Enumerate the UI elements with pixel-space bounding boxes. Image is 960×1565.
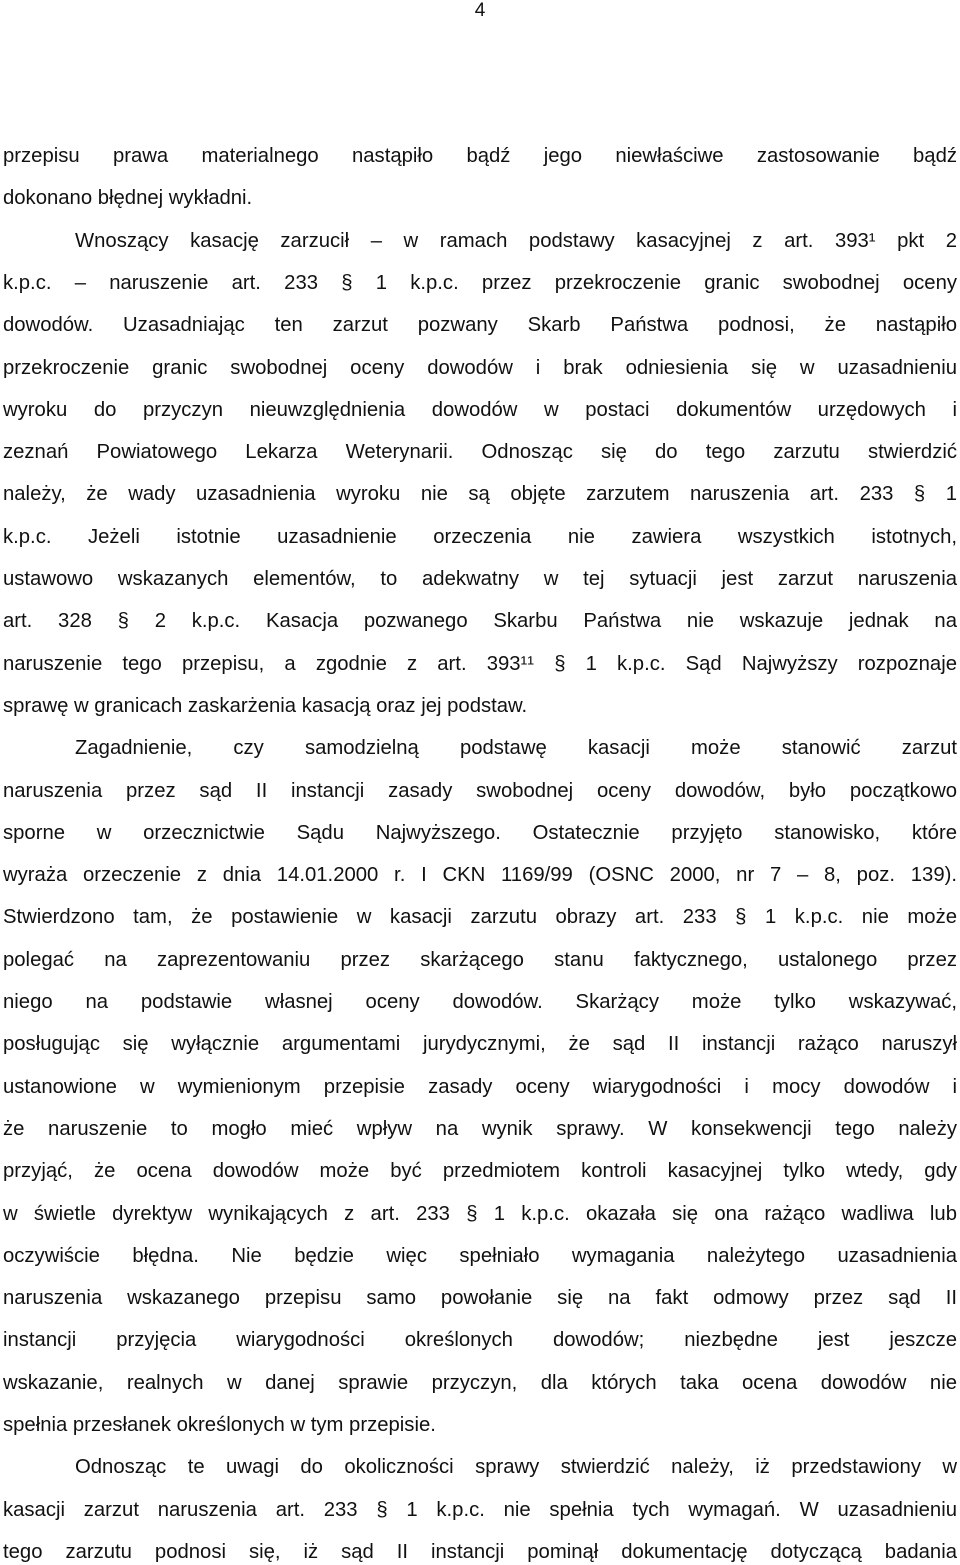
text-line: wyroku do przyczyn nieuwzględnienia dowodów w postaci dokumentów urzędowych i: [3, 399, 957, 421]
text-line: kasacji zarzut naruszenia art. 233 § 1 k.p.c. nie spełnia tych wymagań. W uzasadnieniu: [3, 1499, 957, 1521]
text-line: wskazanie, realnych w danej sprawie przyczyn, dla których taka ocena dowodów nie: [3, 1372, 957, 1394]
text-line: oczywiście błędna. Nie będzie więc spełniało wymagania należytego uzasadnienia: [3, 1245, 957, 1267]
text-line: w świetle dyrektyw wynikających z art. 233 § 1 k.p.c. okazała się ona rażąco wadliwa lub: [3, 1203, 957, 1225]
text-line: przekroczenie granic swobodnej oceny dowodów i brak odniesienia się w uzasadnieniu: [3, 357, 957, 379]
text-line: spełnia przesłanek określonych w tym przepisie.: [3, 1414, 436, 1436]
text-line: k.p.c. Jeżeli istotnie uzasadnienie orzeczenia nie zawiera wszystkich istotnych,: [3, 526, 957, 548]
text-line: zeznań Powiatowego Lekarza Weterynarii. Odnosząc się do tego zarzutu stwierdzić: [3, 441, 957, 463]
text-line: należy, że wady uzasadnienia wyroku nie są objęte zarzutem naruszenia art. 233 § 1: [3, 483, 957, 505]
text-line: Wnoszący kasację zarzucił – w ramach podstawy kasacyjnej z art. 393¹ pkt 2: [75, 230, 957, 252]
text-line: k.p.c. – naruszenie art. 233 § 1 k.p.c. przez przekroczenie granic swobodnej oceny: [3, 272, 957, 294]
text-line: ustanowione w wymienionym przepisie zasady oceny wiarygodności i mocy dowodów i: [3, 1076, 957, 1098]
text-line: naruszenia wskazanego przepisu samo powołanie się na fakt odmowy przez sąd II: [3, 1287, 957, 1309]
text-line: Odnosząc te uwagi do okoliczności sprawy stwierdzić należy, iż przedstawiony w: [75, 1456, 957, 1478]
text-line: dokonano błędnej wykładni.: [3, 187, 253, 209]
text-line: posługując się wyłącznie argumentami jurydycznymi, że sąd II instancji rażąco naruszył: [3, 1033, 957, 1055]
text-line: instancji przyjęcia wiarygodności określonych dowodów; niezbędne jest jeszcze: [3, 1329, 957, 1351]
text-line: polegać na zaprezentowaniu przez skarżącego stanu faktycznego, ustalonego przez: [3, 949, 957, 971]
text-line: że naruszenie to mogło mieć wpływ na wynik sprawy. W konsekwencji tego należy: [3, 1118, 957, 1140]
text-line: sporne w orzecznictwie Sądu Najwyższego. Ostatecznie przyjęto stanowisko, które: [3, 822, 957, 844]
text-line: naruszenie tego przepisu, a zgodnie z art. 393¹¹ § 1 k.p.c. Sąd Najwyższy rozpoznaje: [3, 653, 957, 675]
text-line: tego zarzutu podnosi się, iż sąd II instancji pominął dokumentację dotyczącą badania: [3, 1541, 957, 1563]
text-line: dowodów. Uzasadniając ten zarzut pozwany Skarb Państwa podnosi, że nastąpiło: [3, 314, 957, 336]
text-line: wyraża orzeczenie z dnia 14.01.2000 r. I CKN 1169/99 (OSNC 2000, nr 7 – 8, poz. 139).: [3, 864, 957, 886]
text-line: niego na podstawie własnej oceny dowodów. Skarżący może tylko wskazywać,: [3, 991, 957, 1013]
text-line: Stwierdzono tam, że postawienie w kasacji zarzutu obrazy art. 233 § 1 k.p.c. nie może: [3, 906, 957, 928]
text-line: sprawę w granicach zaskarżenia kasacją oraz jej podstaw.: [3, 695, 528, 717]
text-line: ustawowo wskazanych elementów, to adekwatny w tej sytuacji jest zarzut naruszenia: [3, 568, 957, 590]
page-number: 4: [474, 0, 486, 21]
text-line: przepisu prawa materialnego nastąpiło bądź jego niewłaściwe zastosowanie bądź: [3, 145, 957, 167]
text-line: przyjąć, że ocena dowodów może być przedmiotem kontroli kasacyjnej tylko wtedy, gdy: [3, 1160, 957, 1182]
text-line: art. 328 § 2 k.p.c. Kasacja pozwanego Skarbu Państwa nie wskazuje jednak na: [3, 610, 957, 632]
text-line: Zagadnienie, czy samodzielną podstawę kasacji może stanowić zarzut: [75, 737, 957, 759]
text-line: naruszenia przez sąd II instancji zasady swobodnej oceny dowodów, było początkowo: [3, 780, 957, 802]
